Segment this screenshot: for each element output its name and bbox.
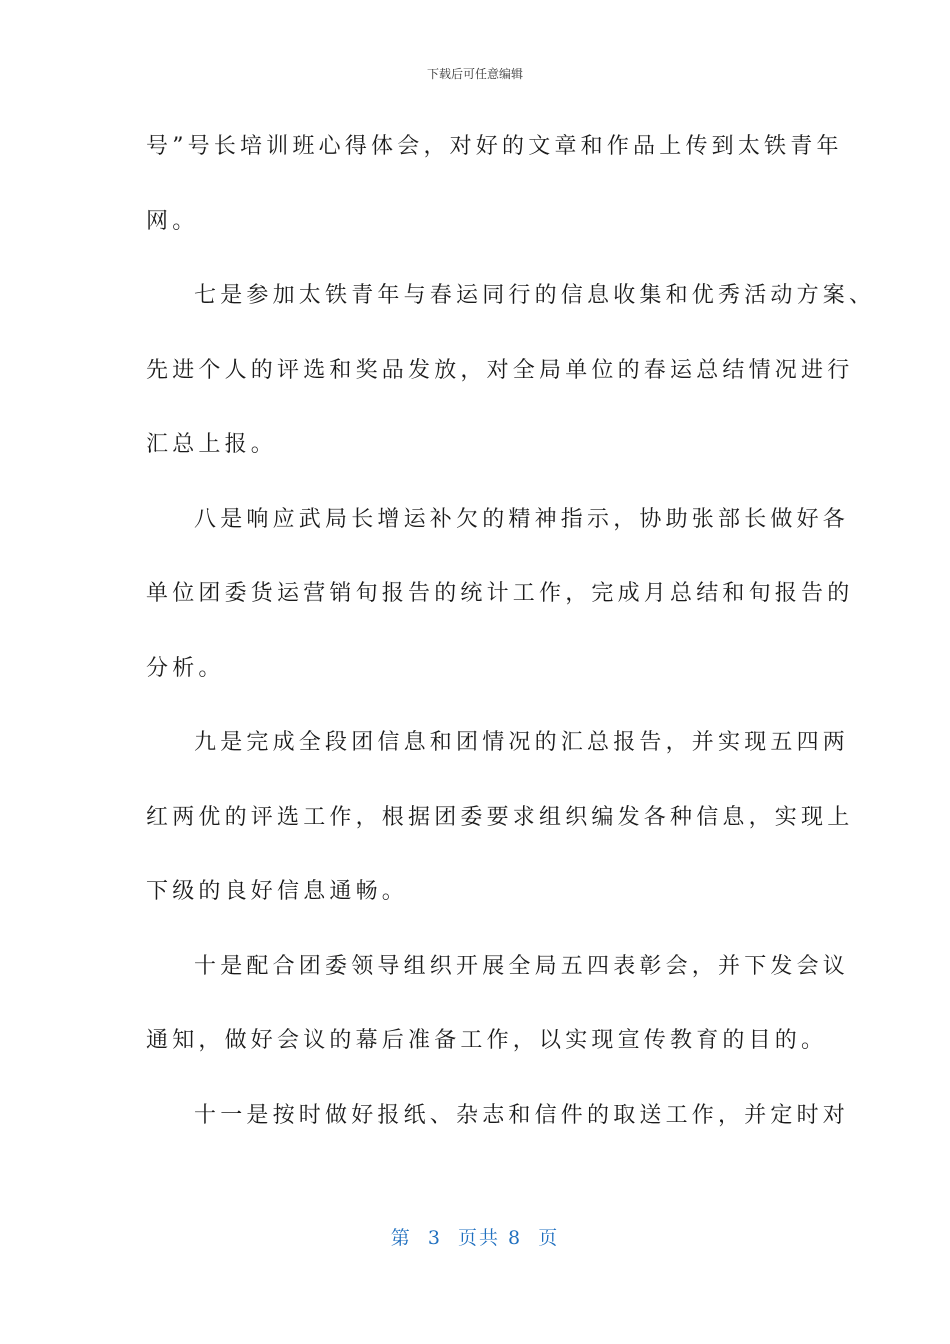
text-line: 单位团委货运营销旬报告的统计工作，完成月总结和旬报告的: [146, 581, 854, 606]
text-line: 通知，做好会议的幕后准备工作，以实现宣传教育的目的。: [146, 1028, 828, 1053]
text-line: 红两优的评选工作，根据团委要求组织编发各种信息，实现上: [146, 804, 854, 830]
text-line: 下级的良好信息通畅。: [146, 879, 409, 904]
text-line: 十一是按时做好报纸、杂志和信件的取送工作，并定时对: [194, 1102, 850, 1128]
paragraph-item-10: [146, 930, 850, 1079]
text-line: 九是完成全段团信息和团情况的汇总报告，并实现五四两: [194, 730, 850, 755]
paragraph-item-11: [146, 1079, 850, 1154]
text-line: 七是参加太铁青年与春运同行的信息收集和优秀活动方案、: [194, 283, 876, 308]
document-body: [146, 110, 876, 1153]
text-line: 号”号长培训班心得体会，对好的文章和作品上传到太铁青年: [146, 134, 843, 159]
text-line: 分析。: [146, 655, 225, 681]
text-line: 汇总上报。: [146, 432, 278, 457]
text-line: 十是配合团委领导组织开展全局五四表彰会，并下发会议: [194, 953, 850, 979]
text-line: 网。: [146, 208, 199, 234]
paragraph-item-8: [146, 483, 854, 707]
page-header: 下载后可任意编辑: [426, 67, 523, 81]
page-number-footer: 第 3 页共 8 页: [390, 1227, 560, 1249]
paragraph-item-7: [146, 259, 876, 483]
paragraph-item-9: [146, 706, 854, 930]
paragraph-continued: [146, 110, 843, 259]
text-line: 八是响应武局长增运补欠的精神指示，协助张部长做好各: [194, 506, 850, 532]
text-line: 先进个人的评选和奖品发放，对全局单位的春运总结情况进行: [146, 357, 854, 383]
